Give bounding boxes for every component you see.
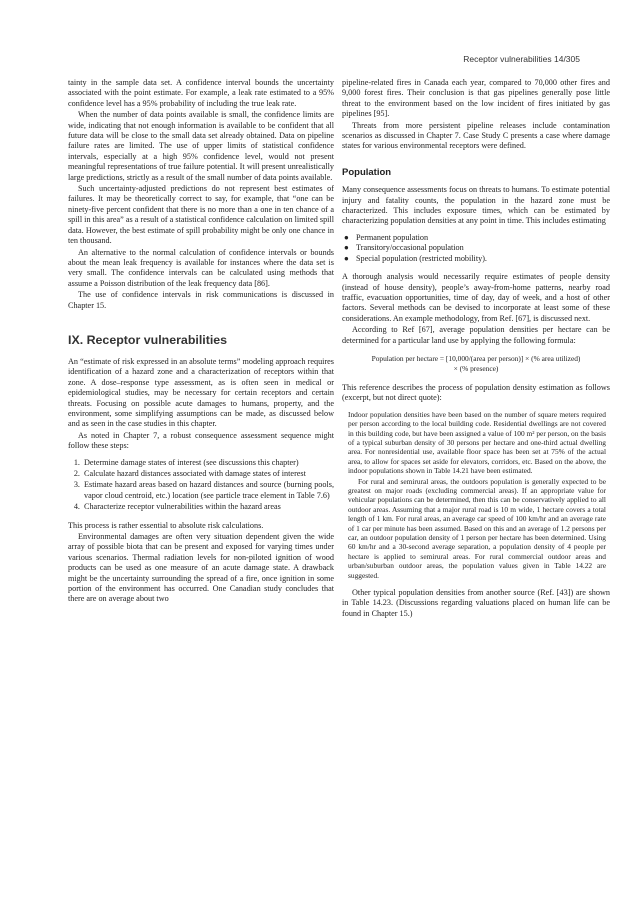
formula bbox=[342, 354, 610, 374]
paragraph: Other typical population densities from another source (Ref. [43]) are shown in Table 14.23. (Discussions regarding valuations placed on human life can be found in Chapter 15.) bbox=[342, 588, 610, 618]
paragraph: As noted in Chapter 7, a robust consequence assessment sequence might follow these steps: bbox=[68, 430, 334, 451]
bullet-icon: ● bbox=[344, 232, 349, 242]
formula-line: × (% presence) bbox=[453, 363, 499, 373]
paragraph: A thorough analysis would necessarily require estimates of people density (instead of house density), people’s away-from-home patterns, nearby road traffic, evacuation opportunities, time of day, day of week, and a host of other factors. Several methods can be devised to incorporate at least some of these considerations. An example methodology, from Ref. [67], is discussed next. bbox=[342, 272, 610, 323]
paragraph: An “estimate of risk expressed in an absolute terms” modeling approach requires identification of a hazard zone and a characterization of receptors within that zone. A dose–response type assessment, as is often seen in medical or epidemiological studies, may be necessary for certain receptors and certain threats. Focusing on possible acute damages to humans, property, and the environment, some simplifying assumptions can be made, as discussed below and as seen in the case studies in this chapter. bbox=[68, 356, 334, 429]
list-item: 1. Determine damage states of interest (see discussions this chapter) bbox=[82, 458, 334, 468]
paragraph: tainty in the sample data set. A confidence interval bounds the uncertainty associated with the point estimate. For example, a leak rate estimated to a 95% confidence level has a 95% probability of including the true leak rate. bbox=[68, 78, 334, 108]
paragraph: Environmental damages are often very situation dependent given the wide array of possible biota that can be present and exposed for varying times under various scenarios. Thermal radiation levels for non-piloted ignition of wood products can be used as one measure of an acute damage state. A drawback might be the uncertainty surrounding the spread of a fire, once ignition in some portion of the environment has occurred. One Canadian study concludes that there are on average about two bbox=[68, 532, 334, 604]
running-head: Receptor vulnerabilities 14/305 bbox=[463, 54, 580, 64]
block-quote bbox=[348, 410, 606, 580]
right-column bbox=[342, 78, 610, 620]
list-item-text: Permanent population bbox=[356, 232, 429, 242]
list-item bbox=[344, 243, 610, 253]
list-item: 2. Calculate hazard distances associated with damage states of interest bbox=[82, 469, 334, 479]
paragraph: The use of confidence intervals in risk communications is discussed in Chapter 15. bbox=[68, 290, 334, 310]
bullet-list bbox=[342, 233, 610, 264]
list-item: 3. Estimate hazard areas based on hazard distances and source (burning pools, vapor cloud centroid, etc.) location (see particle trace element in Table 7.6) bbox=[82, 480, 334, 501]
paragraph: Many consequence assessments focus on threats to humans. To estimate potential injury and fatality counts, the population in the hazard zone must be characterized. This includes exposure times, which can be estimated by characterizing population densities at any point in time. This includes estimating bbox=[342, 185, 610, 226]
quote-paragraph: For rural and semirural areas, the outdoors population is generally expected to be greatest on major roads (excluding commercial areas). If an appropriate value for vehicular populations can be determined, then this can be conservatively applied to all outdoor areas. Assuming that a major rural road is 10 m wide, 1 hectare covers a total length of 1 km. For rural areas, an average car speed of 100 km/hr and an average rate of 1 car per minute has been assumed. Based on this and an average of 1.2 persons per car, an outdoor population density of 1 person per hectare has been determined. Using 60 km/hr and a 30-second average separation, a population density of 4 people per hectare is applied to semirural areas. For rural commercial outdoor areas and urban/suburban outdoor areas, the population values given in Table 14.22 are suggested. bbox=[348, 476, 606, 580]
paragraph: An alternative to the normal calculation of confidence intervals or bounds about the mean leak frequency is available for instances where the data set is very small. The confidence intervals can be calculated using methods that assume a Poisson distribution of the leak frequency data [86]. bbox=[68, 247, 334, 288]
subsection-title: Population bbox=[342, 166, 392, 178]
list-item-text: Transitory/occasional population bbox=[356, 243, 464, 253]
formula-line: Population per hectare = [10,000/(area per person)] × (% area utilized) bbox=[371, 353, 581, 363]
list-item: 4. Characterize receptor vulnerabilities within the hazard areas bbox=[82, 502, 334, 512]
section-title: IX. Receptor vulnerabilities bbox=[68, 332, 228, 347]
bullet-icon: ● bbox=[344, 253, 349, 263]
paragraph: This reference describes the process of population density estimation as follows (excerpt, but not direct quote): bbox=[342, 382, 610, 403]
paragraph: Threats from more persistent pipeline releases include contamination scenarios as discussed in Chapter 7. Case Study C presents a case where damage states for various environmental receptors were defined. bbox=[342, 120, 610, 151]
paragraph: When the number of data points available is small, the confidence limits are wide, indicating that not enough information is available to be confident that all future data will be close to the small data set already obtained. Data on pipeline failure rates are limited. The use of upper limits of statistical confidence intervals, especially at a high 95% confidence level, would not present meaningful representations of true failure potential. It will present unrealistically large predictions, strictly as a result of the small number of data points available. bbox=[68, 110, 334, 182]
quote-paragraph: Indoor population densities have been based on the number of square meters required per person according to the local building code. Residential dwellings are not covered in this building code, but have been assigned a value of 100 m² per person, on the basis of a typical suburban density of 30 persons per hectare and one-third actual dwelling area. For nonresidential use, available floor space has been set at 75% of the actual area, to allow for spaces set aside for elevators, corridors, etc. Based on the above, the indoor populations shown in Table 14.21 have been estimated. bbox=[348, 409, 606, 476]
left-column bbox=[68, 78, 334, 606]
steps-list bbox=[68, 458, 334, 513]
list-item bbox=[344, 232, 610, 243]
paragraph: Such uncertainty-adjusted predictions do not represent best estimates of failures. It may be theoretically correct to say, for example, that “one can be ninety-five percent confident that there is no more than a one in ten chance of a spill in this area” as a result of a statistical confidence calculation on limited spill data. However, the best estimate of spill probability might be only one chance in ten thousand. bbox=[68, 184, 334, 246]
paragraph: This process is rather essential to absolute risk calculations. bbox=[68, 520, 264, 530]
list-item-text: Special population (restricted mobility). bbox=[356, 253, 487, 263]
paragraph: pipeline-related fires in Canada each year, compared to 70,000 other fires and 9,000 forest fires. Their conclusion is that gas pipelines generally pose little threat to the environment based on the low incident of fires initiated by gas pipelines [95]. bbox=[342, 78, 610, 119]
bullet-icon: ● bbox=[344, 243, 349, 253]
paragraph: According to Ref [67], average population densities per hectare can be determined for a particular land use by applying the following formula: bbox=[342, 325, 610, 345]
list-item bbox=[344, 253, 610, 264]
